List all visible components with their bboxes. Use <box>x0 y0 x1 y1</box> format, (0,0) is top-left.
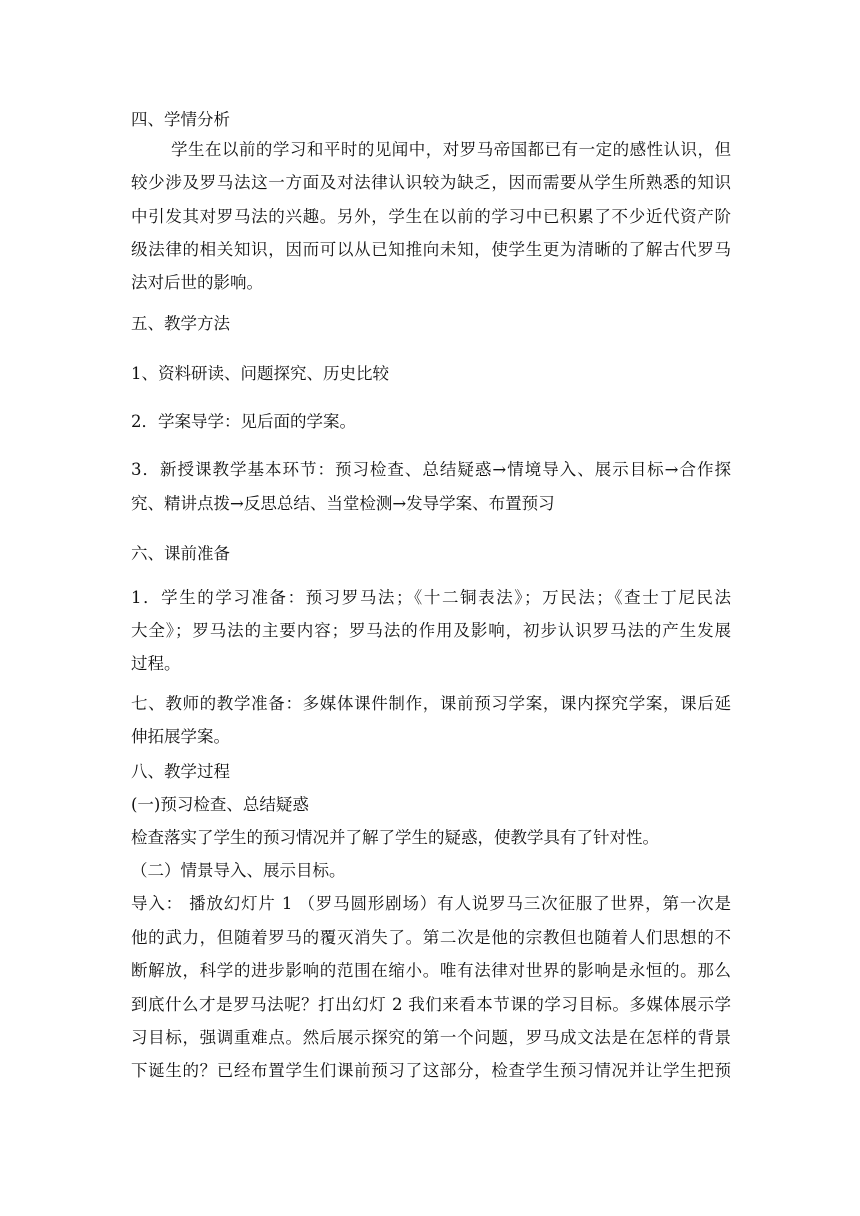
paragraph-line: 他的武力，但随着罗马的覆灭消失了。第二次是他的宗教但也随着人们思想的不 <box>131 928 731 947</box>
list-item: 2．学案导学：见后面的学案。 <box>131 412 356 431</box>
paragraph-line: 伸拓展学案。 <box>131 727 230 746</box>
subheading: （二）情景导入、展示目标。 <box>131 861 346 880</box>
list-item-continuation: 究、精讲点拨→反思总结、当堂检测→发导学案、布置预习 <box>131 494 555 513</box>
paragraph-line: 法对后世的影响。 <box>131 273 263 292</box>
subheading: (一)预习检查、总结疑惑 <box>131 795 309 814</box>
heading-teaching-methods: 五、教学方法 <box>131 314 230 333</box>
paragraph-line: 大全》；罗马法的主要内容；罗马法的作用及影响，初步认识罗马法的产生发展 <box>131 621 731 640</box>
paragraph-line: 中引发其对罗马法的兴趣。另外，学生在以前的学习中已积累了不少近代资产阶 <box>131 207 731 226</box>
paragraph-line: 习目标，强调重难点。然后展示探究的第一个问题，罗马成文法是在怎样的背景 <box>131 1028 731 1047</box>
heading-preparation: 六、课前准备 <box>131 544 230 563</box>
paragraph-line: 导入： 播放幻灯片 1 （罗马圆形剧场）有人说罗马三次征服了世界，第一次是 <box>131 894 731 913</box>
list-item: 1．学生的学习准备：预习罗马法；《十二铜表法》；万民法；《查士丁尼民法 <box>131 588 731 607</box>
heading-teacher-preparation: 七、教师的教学准备：多媒体课件制作，课前预习学案，课内探究学案，课后延 <box>131 694 731 713</box>
paragraph-line: 下诞生的？已经布置学生们课前预习了这部分，检查学生预习情况并让学生把预 <box>131 1061 731 1080</box>
paragraph-line: 到底什么才是罗马法呢？打出幻灯 2 我们来看本节课的学习目标。多媒体展示学 <box>131 995 731 1014</box>
paragraph-line: 级法律的相关知识，因而可以从已知推向未知，使学生更为清晰的了解古代罗马 <box>131 240 731 259</box>
paragraph-line: 断解放，科学的进步影响的范围在缩小。唯有法律对世界的影响是永恒的。那么 <box>131 961 731 980</box>
paragraph-line: 检查落实了学生的预习情况并了解了学生的疑惑，使教学具有了针对性。 <box>131 828 659 847</box>
paragraph-line: 学生在以前的学习和平时的见闻中，对罗马帝国都已有一定的感性认识，但 <box>171 140 731 159</box>
paragraph-line: 较少涉及罗马法这一方面及对法律认识较为缺乏，因而需要从学生所熟悉的知识 <box>131 173 731 192</box>
list-item: 1、资料研读、问题探究、历史比较 <box>131 364 389 383</box>
heading-teaching-process: 八、教学过程 <box>131 762 230 781</box>
heading-student-analysis: 四、学情分析 <box>131 110 230 129</box>
paragraph-line: 过程。 <box>131 654 181 673</box>
list-item: 3．新授课教学基本环节：预习检查、总结疑惑→情境导入、展示目标→合作探 <box>131 460 731 479</box>
